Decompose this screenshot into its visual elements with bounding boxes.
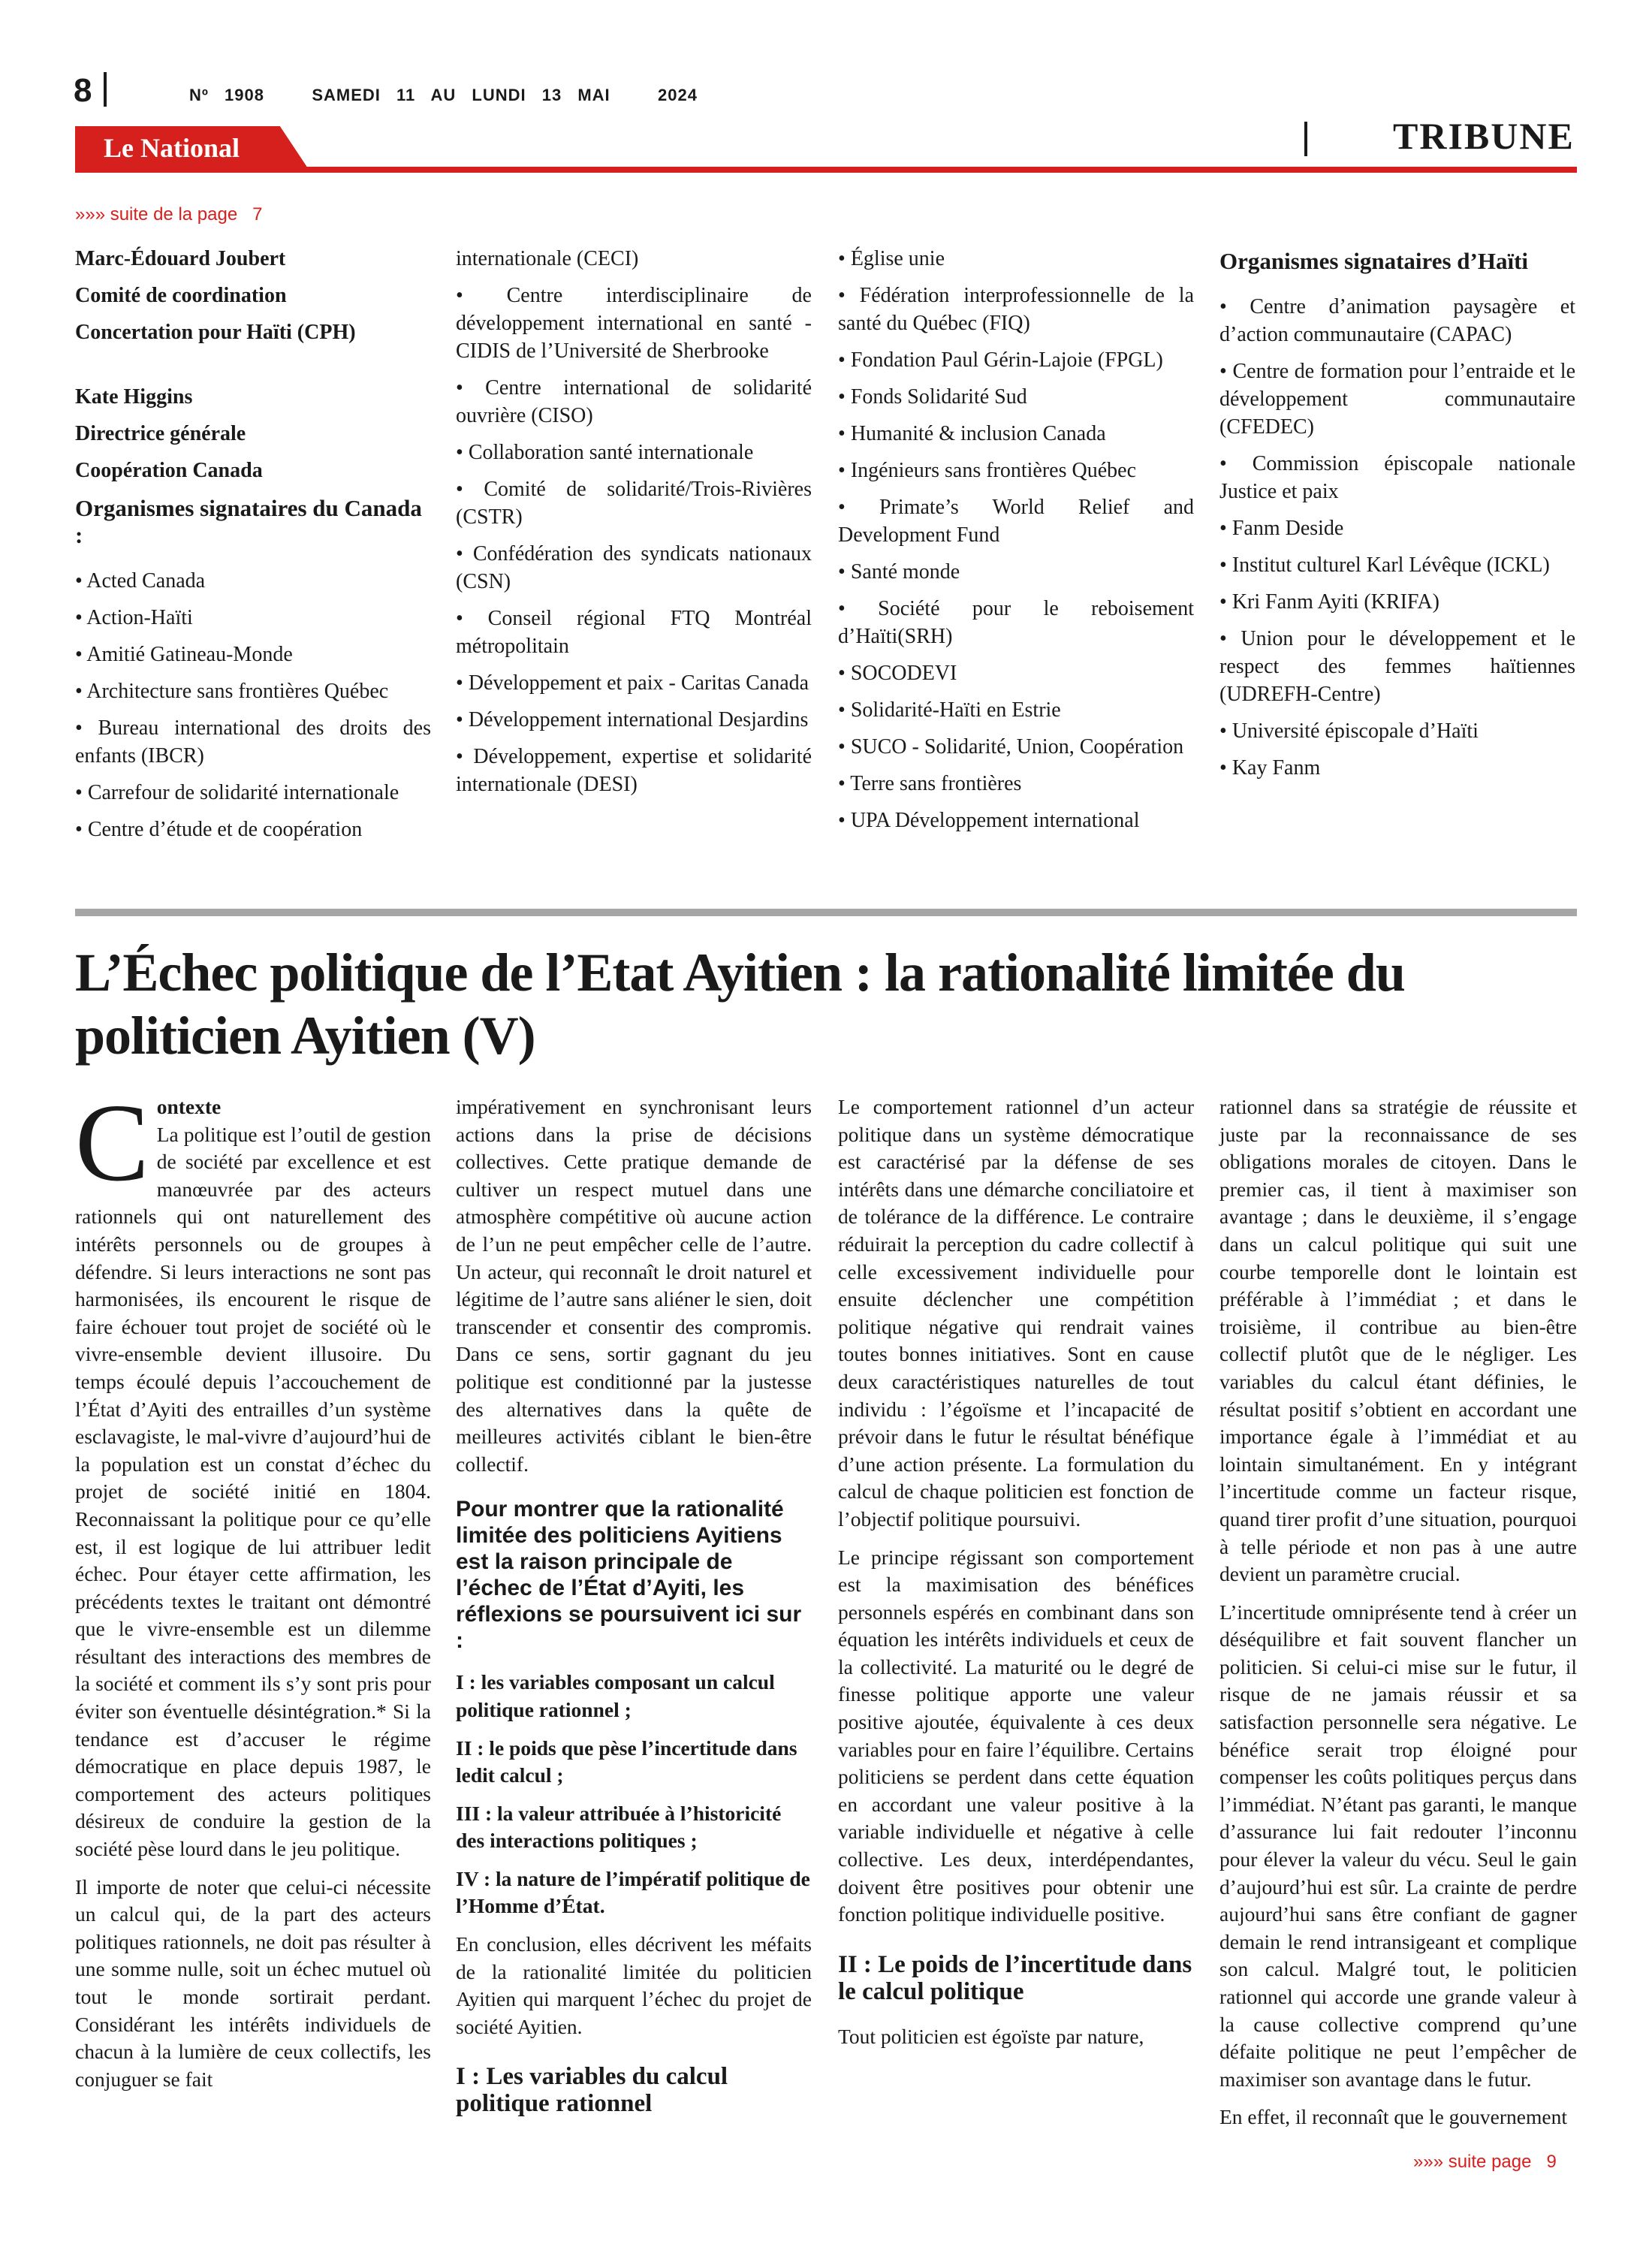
canada-signatories-heading: Organismes signataires du Canada : xyxy=(75,495,422,548)
list-item: • Fanm Deside xyxy=(1219,514,1575,542)
list-item: • Amitié Gatineau-Monde xyxy=(75,641,431,668)
list-item: • Centre international de solidarité ouvrière (CISO) xyxy=(456,374,812,430)
article-kicker: ontexte xyxy=(156,1095,222,1118)
article-point: III : la valeur attribuée à l’historicité des interactions politiques ; xyxy=(456,1801,782,1853)
section-separator xyxy=(75,909,1577,916)
list-item: • Union pour le développement et le respect des femmes haïtiennes (UDREFH-Centre) xyxy=(1219,625,1575,708)
list-item: • Kay Fanm xyxy=(1219,754,1575,782)
list-item: • Acted Canada xyxy=(75,567,431,595)
article-paragraph: En conclusion, elles décrivent les méfaits de la rationalité limitée du politicien Ayitien qui marquent l’échec du projet de société Ayitien. xyxy=(456,1932,812,2038)
article-section-heading: II : Le poids de l’incertitude dans le calcul politique xyxy=(838,1950,1192,2005)
list-item: • Fédération interprofessionnelle de la santé du Québec (FIQ) xyxy=(838,282,1194,337)
list-item: • Ingénieurs sans frontières Québec xyxy=(838,457,1194,484)
article-paragraph: impérativement en synchronisant leurs actions dans la prise de décisions collectives. Cette pratique demande de cultiver un respect mutuel dans une atmosphère compétitive où aucune action de l’un ne peut empêcher celle de l’autre. Un acteur, qui reconnaît le droit naturel et légitime de l’autre sans aliéner le sien, doit transcender et consentir des compromis. Dans ce sens, sortir gagnant du jeu politique est conditionné par la justesse des alternatives dans la quête de meilleures activités ciblant le bien-être collectif. xyxy=(456,1095,812,1476)
signer-org: Concertation pour Haïti (CPH) xyxy=(75,321,356,344)
haiti-signatories-heading: Organismes signataires d’Haïti xyxy=(1219,248,1529,274)
list-item: • Institut culturel Karl Lévêque (ICKL) xyxy=(1219,551,1575,579)
article-headline: L’Échec politique de l’Etat Ayitien : la rationalité limitée du politicien Ayitien (V) xyxy=(75,943,1405,1066)
signatories-column-1 xyxy=(75,245,431,852)
article-paragraph: rationnel dans sa stratégie de réussite et juste par la reconnaissance de ses obligations morales de citoyen. Dans le premier cas, il tient à maximiser son avantage ; dans le deuxième, il s’engage dans un calcul politique qui suit une courbe temporelle dont le lointain est préférable à l’immédiat ; et dans le troisième, il contribue au bien-être collectif plutôt que de le négliger. Les variables du calcul étant définies, le résultat positif s’obtient en accordant une importance égale à l’immédiat et au lointain simultanément. En y intégrant l’incertitude comme un facteur risque, quand tirer profit d’une situation, pourquoi à telle période et non pas à une autre devient un paramètre crucial. xyxy=(1219,1095,1577,1586)
list-item: • Développement et paix - Caritas Canada xyxy=(456,669,812,697)
list-item: • Centre d’étude et de coopération xyxy=(75,816,431,843)
signatories-column-2 xyxy=(456,245,812,807)
continued-from-link[interactable]: »»» suite de la page 7 xyxy=(75,204,263,225)
signer-block-2 xyxy=(75,383,431,484)
canada-signatories-list-cont xyxy=(838,245,1194,834)
list-item: • Université épiscopale d’Haïti xyxy=(1219,717,1575,745)
list-item: • Bureau international des droits des enfants (IBCR) xyxy=(75,714,431,770)
list-item: • Confédération des syndicats nationaux (CSN) xyxy=(456,540,812,596)
list-item: • Centre de formation pour l’entraide et le développement communautaire (CFEDEC) xyxy=(1219,357,1575,441)
list-item: • Architecture sans frontières Québec xyxy=(75,677,431,705)
header-red-rule xyxy=(75,167,1577,173)
signer-block-1 xyxy=(75,245,431,346)
article-column-3 xyxy=(838,1093,1194,2061)
list-item-continued: internationale (CECI) xyxy=(456,247,639,270)
list-item: • SOCODEVI xyxy=(838,659,1194,687)
list-item: • Collaboration santé internationale xyxy=(456,439,812,466)
article-column-2 xyxy=(456,1093,812,2135)
list-item: • Humanité & inclusion Canada xyxy=(838,420,1194,448)
drop-cap: C xyxy=(75,1081,149,1205)
article-paragraph: En effet, il reconnaît que le gouvernement xyxy=(1219,2105,1567,2129)
article-point: II : le poids que pèse l’incertitude dans ledit calcul ; xyxy=(456,1736,797,1787)
list-item: • Santé monde xyxy=(838,558,1194,586)
list-item: • SUCO - Solidarité, Union, Coopération xyxy=(838,733,1194,761)
article-paragraph: Il importe de noter que celui-ci nécessite un calcul qui, de la part des acteurs politiques rationnels, ne doit pas résulter à une somme nulle, soit un échec mutuel où tout le monde sortirait perdant. Considérant les intérêts individuels de chacun à la lumière de ceux collectifs, les conjuguer se fait xyxy=(75,1874,431,2091)
list-item: • UPA Développement international xyxy=(838,807,1194,834)
section-title: TRIBUNE xyxy=(1393,115,1575,157)
list-item: • Église unie xyxy=(838,245,1194,273)
article-column-1 xyxy=(75,1081,431,2104)
list-item: • Fondation Paul Gérin-Lajoie (FPGL) xyxy=(838,346,1194,374)
list-item: • Conseil régional FTQ Montréal métropolitain xyxy=(456,605,812,660)
list-item: • Centre interdisciplinaire de développement international en santé - CIDIS de l’Université de Sherbrooke xyxy=(456,282,812,365)
list-item: • Carrefour de solidarité internationale xyxy=(75,779,431,807)
article-column-4 xyxy=(1219,1093,1577,2142)
article-paragraph: La politique est l’outil de gestion de société par excellence et est manœuvrée par des acteurs rationnels qui ont naturellement des intérêts personnels ou de groupes à défendre. Si leurs interactions ne sont pas harmonisées, ils encourent le risque de faire échouer tout projet de société où le vivre-ensemble devient illusoire. Du temps écoulé depuis l’accouchement de l’État d’Ayiti des entrailles d’un système esclavagiste, le mal-vivre d’aujourd’hui de la population est un constat d’échec du projet de société initié en 1804. Reconnaissant la politique pour ce qu’elle est, il est logique de lui attribuer ledit échec. Pour étayer cette affirmation, les précédents textes le traitant ont démontré que le vivre-ensemble est un dilemme résultant des interactions des membres de la société et comment ils s’y sont pris pour éviter son éventuelle désintégration.* Si la tendance est d’accuser le régime démocratique en place depuis 1987, le comportement des acteurs politiques désireux de conduire la gestion de la société pèse lourd dans le jeu politique. xyxy=(75,1122,431,1861)
signatories-column-3 xyxy=(838,245,1194,843)
article-paragraph: Le comportement rationnel d’un acteur politique dans un système démocratique est caractérisé par la défense de ses intérêts dans une démarche conciliatoire et de tolérance de la différence. Le contraire réduirait la perception du cadre collectif à celle excessivement individuelle pour ensuite déclencher une compétition politique négative qui rendrait vaines toutes bonnes initiatives. Sont en cause deux caractéristiques naturelles de tout individu : l’égoïsme et l’incapacité de prévoir dans le futur le résultat bénéfique d’une action présente. La formulation du calcul de chaque politicien est fonction de l’objectif politique poursuivi. xyxy=(838,1095,1194,1531)
list-item: • Développement international Desjardins xyxy=(456,706,812,734)
article-paragraph: L’incertitude omniprésente tend à créer un déséquilibre et fait souvent flancher un politicien. Si celui-ci mise sur le futur, il risque de ne jamais réussir et sa satisfaction personnelle sera négative. Le bénéfice serait trop éloigné pour compenser les coûts politiques perçus dans l’immédiat. N’étant pas garanti, le manque d’assurance lui fait redouter l’inconnu pour élever la valeur du vécu. Seul le gain d’aujourd’hui est sûr. La crainte de perdre aujourd’hui sans être confiant de gagner demain le rend intransigeant et complique son calcul. Malgré tout, le politicien rationnel qui accorde une grande valeur à la cause collective comprend qu’une défaite politique ne peut l’empêcher de maximiser son avantage dans le futur. xyxy=(1219,1600,1577,2091)
list-item: • Société pour le reboisement d’Haïti(SRH) xyxy=(838,595,1194,650)
page-number-divider xyxy=(104,72,107,107)
list-item: • Développement, expertise et solidarité internationale (DESI) xyxy=(456,743,812,798)
haiti-signatories-list xyxy=(1219,293,1575,782)
page-number: 8 xyxy=(74,72,92,109)
list-item: • Kri Fanm Ayiti (KRIFA) xyxy=(1219,588,1575,616)
signer-name: Marc-Édouard Joubert xyxy=(75,247,286,270)
list-item: • Centre d’animation paysagère et d’action communautaire (CAPAC) xyxy=(1219,293,1575,348)
signer-org: Coopération Canada xyxy=(75,459,263,482)
newspaper-brand: Le National xyxy=(104,133,240,163)
article-point: IV : la nature de l’impératif politique de l’Homme d’État. xyxy=(456,1866,810,1918)
section-divider xyxy=(1304,122,1307,156)
continued-to-link[interactable]: »»» suite page 9 xyxy=(1413,2152,1557,2172)
article-paragraph: Tout politicien est égoïste par nature, xyxy=(838,2024,1144,2048)
article-point: I : les variables composant un calcul politique rationnel ; xyxy=(456,1670,775,1721)
list-item: • Primate’s World Relief and Development Fund xyxy=(838,493,1194,549)
signatories-column-4 xyxy=(1219,248,1575,791)
list-item: • Comité de solidarité/Trois-Rivières (CSTR) xyxy=(456,475,812,531)
list-item: • Action-Haïti xyxy=(75,604,431,632)
list-item: • Fonds Solidarité Sud xyxy=(838,383,1194,411)
article-section-heading: I : Les variables du calcul politique rationnel xyxy=(456,2063,728,2118)
canada-signatories-list-cont xyxy=(456,245,812,798)
list-item: • Terre sans frontières xyxy=(838,770,1194,798)
article-paragraph: Le principe régissant son comportement est la maximisation des bénéfices personnels espérés en combinant dans son équation les intérêts individuels et ceux de la collectivité. La maturité ou le degré de finesse politique apporte une valeur positive ajoutée, équivalente à ces deux variables pour en faire l’équilibre. Certains politiciens se perdent dans cette équation en accordant une valeur positive à la variable individuelle et négative à celle collective. Les deux, interdépendantes, doivent être positives pour obtenir une fonction politique individuelle positive. xyxy=(838,1545,1194,1926)
canada-signatories-list xyxy=(75,567,431,843)
signer-role: Directrice générale xyxy=(75,422,246,445)
list-item: • Commission épiscopale nationale Justice et paix xyxy=(1219,450,1575,505)
signer-name: Kate Higgins xyxy=(75,385,193,409)
signer-role: Comité de coordination xyxy=(75,284,287,307)
article-subheading: Pour montrer que la rationalité limitée des politiciens Ayitiens est la raison principale de l’échec de l’État d’Ayiti, les réflexions se poursuivent ici sur : xyxy=(456,1497,802,1654)
issue-date-line: Nº 1908 SAMEDI 11 AU LUNDI 13 MAI 2024 xyxy=(189,86,698,104)
list-item: • Solidarité-Haïti en Estrie xyxy=(838,696,1194,724)
